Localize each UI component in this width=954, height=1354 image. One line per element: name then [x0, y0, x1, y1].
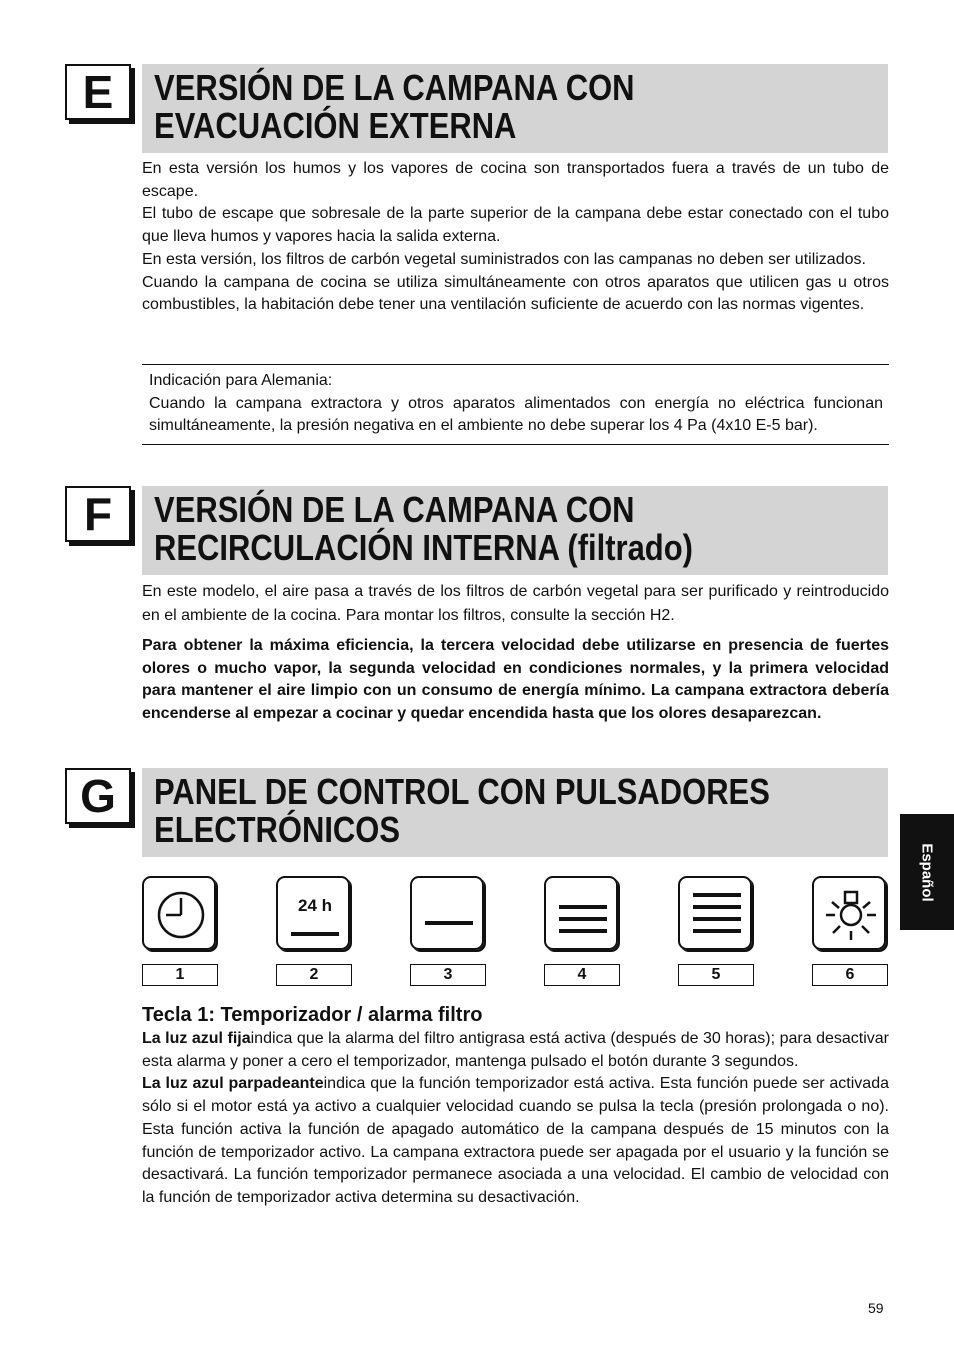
section-f-title-box [142, 486, 888, 575]
section-e-paragraph: Cuando la campana de cocina se utiliza simultáneamente con otros aparatos que utilicen gas u otros combustibles, la habitación debe tener una ventilación suficiente de acuerdo con las normas vigentes. [142, 273, 889, 314]
germany-note-text: Cuando la campana extractora y otros aparatos alimentados con energía no eléctrica funcionan simultáneamente, la presión negativa en el ambiente no debe superar los 4 Pa (4x10 E-5 bar). [149, 394, 883, 435]
language-tab-label: Español [918, 842, 936, 902]
button-number: 1 [142, 964, 218, 986]
section-g-title: PANEL DE CONTROL CON PULSADORES ELECTRÓNICOS [154, 771, 770, 850]
section-f-body [142, 580, 889, 726]
section-e-title: VERSIÓN DE LA CAMPANA CON EVACUACIÓN EXTERNA [154, 67, 635, 146]
button-number: 6 [812, 964, 888, 986]
24h-icon [276, 876, 350, 950]
key1-paragraph: La luz azul parpadeanteindica que la función temporizador está activa. Esta función puede ser activada sólo si el motor está ya activo a cualquier velocidad cuando se pulsa la tecla (presión prolongada o no). Esta función activa la función de apagado automático de la campana después de 15 minutos con la función de temporizador activo. La campana extractora puede ser apagada por el usuario y la función se desactivará. La función temporizador permanece asociada a una velocidad. El cambio de velocidad con la función de temporizador activa determina su desactivación. [142, 1075, 890, 1206]
section-e-paragraph: En esta versión, los filtros de carbón vegetal suministrados con las campanas no deben ser utilizados. [142, 250, 866, 268]
button-number: 5 [678, 964, 754, 986]
section-letter-f: F [65, 486, 131, 542]
language-tab [900, 814, 954, 930]
key1-heading: Tecla 1: Temporizador / alarma filtro [142, 1004, 483, 1026]
section-f-bold-paragraph: Para obtener la máxima eficiencia, la tercera velocidad debe utilizarse en presencia de fuertes olores o mucho vapor, la segunda velocidad en condiciones normales, y la primera velocidad para mantener el aire limpio con un consumo de energía mínimo. La campana extractora debería encenderse al empezar a cocinar y quedar encendida hasta que los olores desaparezcan. [142, 637, 889, 723]
button-number: 2 [276, 964, 352, 986]
section-e-title-box [142, 64, 888, 153]
button-number: 3 [410, 964, 486, 986]
section-f-title: VERSIÓN DE LA CAMPANA CON RECIRCULACIÓN INTERNA (filtrado) [154, 489, 693, 568]
section-letter-e: E [65, 64, 131, 120]
section-g-title-box [142, 768, 888, 857]
section-e-paragraph: El tubo de escape que sobresale de la parte superior de la campana debe estar conectado con el tubo que lleva humos y vapores hacia la salida externa. [142, 205, 889, 246]
24h-label: 24 h [297, 896, 333, 915]
light-icon [812, 876, 886, 950]
key1-body [142, 1028, 889, 1210]
section-e-body [142, 158, 889, 317]
section-e-paragraph: En esta versión los humos y los vapores de cocina son transportados fuera a través de un tubo de escape. [142, 160, 889, 200]
button-number: 4 [544, 964, 620, 986]
section-f-paragraph: En este modelo, el aire pasa a través de los filtros de carbón vegetal para ser purificado y reintroducido en el ambiente de la cocina. Para montar los filtros, consulte la sección H2. [142, 583, 889, 624]
germany-note-title: Indicación para Alemania: [149, 372, 333, 389]
speed-4-icon [678, 876, 752, 950]
key1-paragraph: La luz azul fijaindica que la alarma del filtro antigrasa está activa (después de 30 horas); para desactivar esta alarma y poner a cero el temporizador, mantenga pulsado el botón durante 3 segundos. [142, 1030, 890, 1070]
page-number: 59 [868, 1300, 884, 1316]
timer-icon [142, 876, 216, 950]
germany-note [142, 364, 889, 445]
section-letter-g: G [65, 768, 131, 824]
speed-3-icon [544, 876, 618, 950]
speed-1-icon [410, 876, 484, 950]
